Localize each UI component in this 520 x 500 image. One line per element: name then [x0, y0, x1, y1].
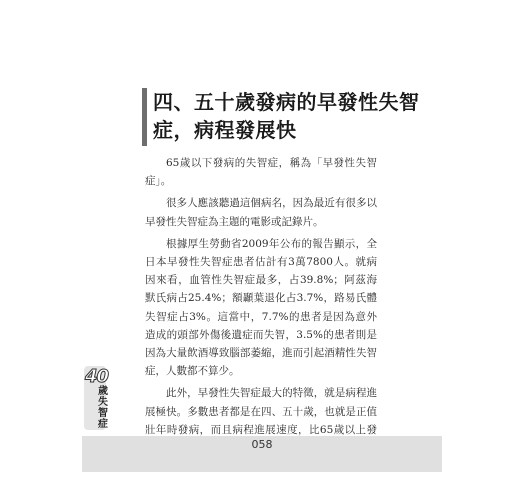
paragraph-4: 此外，早發性失智症最大的特徵，就是病程進展極快。多數患者都是在四、五十歲，也就是正值壯年時發病，而且病程進展速度，比65歲以上發 [145, 387, 377, 436]
side-tab-number: 40 [85, 366, 109, 387]
chapter-side-tab [84, 366, 114, 430]
paragraph-3: 根據厚生勞動省2009年公布的報告顯示，全日本早發性失智症患者估計有3萬7800人。就病因來看，血管性失智症最多，占39.8%；阿茲海默氏病占25.4%；額顳葉退化占3.7%，路易氏體失智症占3%。這當中，7.7%的患者是因為意外造成的頭部外傷後遺症而失智，3.5%的患者則是因為大量飲酒導致腦部萎縮，進而引起酒精性失智症，人數都不算少。 [145, 237, 377, 378]
section-title [142, 88, 420, 146]
body-text [145, 154, 377, 461]
paragraph-1: 65歲以下發病的失智症，稱為「早發性失智症」。 [145, 157, 377, 188]
page-number: 058 [251, 438, 273, 451]
side-tab-label: 歲失智症 [98, 386, 108, 430]
footer-band [82, 436, 442, 472]
section-title-line-2: 症，病程發展快 [153, 118, 297, 142]
section-title-line-1: 四、五十歲發病的早發性失智 [153, 90, 420, 114]
paragraph-2: 很多人應該聽過這個病名，因為最近有很多以早發性失智症為主題的電影或記錄片。 [145, 197, 377, 228]
